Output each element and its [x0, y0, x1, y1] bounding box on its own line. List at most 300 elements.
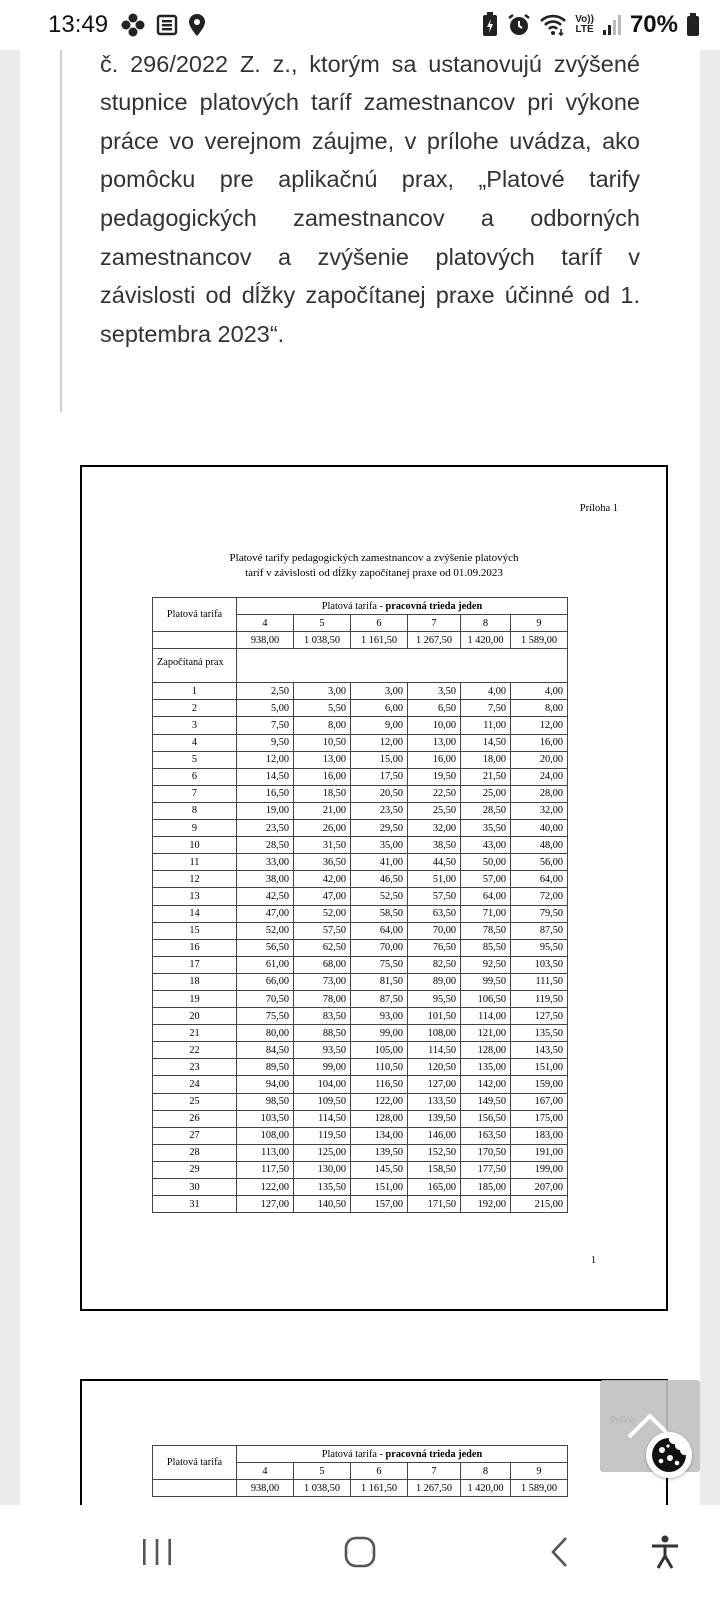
increase-cell: 15,00 [351, 751, 408, 768]
increase-cell: 70,50 [237, 990, 294, 1007]
news-icon [156, 14, 178, 36]
increase-cell: 127,50 [511, 1008, 568, 1025]
increase-cell: 127,00 [408, 1076, 461, 1093]
practice-years-cell: 27 [153, 1127, 237, 1144]
increase-cell: 14,50 [461, 734, 511, 751]
base-tariff-cell: 1 589,00 [511, 632, 568, 649]
grade-header: 6 [351, 1463, 408, 1480]
increase-cell: 50,00 [461, 854, 511, 871]
increase-cell: 95,50 [511, 939, 568, 956]
home-button[interactable] [335, 1527, 385, 1577]
increase-cell: 108,00 [408, 1025, 461, 1042]
increase-cell: 82,50 [408, 956, 461, 973]
increase-cell: 36,50 [294, 854, 351, 871]
increase-cell: 114,50 [294, 1110, 351, 1127]
signal-icon [602, 14, 622, 36]
increase-cell: 13,00 [294, 751, 351, 768]
practice-years-cell: 9 [153, 820, 237, 837]
increase-cell: 56,50 [237, 939, 294, 956]
increase-cell: 3,00 [351, 683, 408, 700]
increase-cell: 111,50 [511, 973, 568, 990]
increase-cell: 31,50 [294, 837, 351, 854]
increase-cell: 47,00 [294, 888, 351, 905]
increase-cell: 12,00 [511, 717, 568, 734]
increase-cell: 12,00 [237, 751, 294, 768]
increase-cell: 207,00 [511, 1179, 568, 1196]
increase-cell: 151,00 [511, 1059, 568, 1076]
increase-cell: 35,00 [351, 837, 408, 854]
increase-cell: 183,00 [511, 1127, 568, 1144]
practice-years-cell: 10 [153, 837, 237, 854]
increase-cell: 117,50 [237, 1161, 294, 1178]
increase-cell: 18,50 [294, 785, 351, 802]
grade-header: 4 [237, 1463, 294, 1480]
increase-cell: 87,50 [351, 990, 408, 1007]
increase-cell: 64,00 [461, 888, 511, 905]
increase-cell: 41,00 [351, 854, 408, 871]
increase-cell: 6,00 [351, 700, 408, 717]
increase-cell: 99,50 [461, 973, 511, 990]
quote-text: č. 296/2022 Z. z., ktorým sa ustanovujú zvýšené stupnice platových taríf zamestnancov pri výkone práce vo verejnom záujme, v prílohe uvádza, ako pomôcku pre aplikačnú prax, „Platové tarify pedagogických zamestnancov a odborných zamestnancov a zvýšenie platových taríf v závislosti od dĺžky započítanej praxe účinné od 1. septembra 2023“. [100, 50, 640, 347]
increase-cell: 134,00 [351, 1127, 408, 1144]
article-page [20, 0, 700, 1510]
increase-cell: 139,50 [408, 1110, 461, 1127]
table-row [153, 1008, 568, 1025]
blockquote [60, 30, 640, 412]
table-row [153, 717, 568, 734]
increase-cell: 5,50 [294, 700, 351, 717]
increase-cell: 92,50 [461, 956, 511, 973]
battery-saver-icon [481, 12, 499, 38]
increase-cell: 122,00 [351, 1093, 408, 1110]
table-row [153, 939, 568, 956]
grade-header: 9 [511, 615, 568, 632]
accessibility-button[interactable] [640, 1527, 690, 1577]
practice-years-cell: 4 [153, 734, 237, 751]
practice-years-cell: 18 [153, 973, 237, 990]
table-row [153, 854, 568, 871]
increase-cell: 89,50 [237, 1059, 294, 1076]
increase-cell: 23,50 [237, 820, 294, 837]
increase-cell: 24,00 [511, 768, 568, 785]
increase-cell: 114,00 [461, 1008, 511, 1025]
table-row [153, 1179, 568, 1196]
practice-years-cell: 2 [153, 700, 237, 717]
increase-cell: 128,00 [461, 1042, 511, 1059]
practice-years-cell: 31 [153, 1196, 237, 1213]
increase-cell: 135,50 [294, 1179, 351, 1196]
increase-cell: 8,00 [511, 700, 568, 717]
increase-cell: 4,00 [511, 683, 568, 700]
practice-label: Započítaná prax [153, 649, 237, 683]
increase-cell: 122,00 [237, 1179, 294, 1196]
base-tariff-cell: 1 589,00 [511, 1480, 568, 1497]
increase-cell: 185,00 [461, 1179, 511, 1196]
increase-cell: 146,00 [408, 1127, 461, 1144]
increase-cell: 84,50 [237, 1042, 294, 1059]
increase-cell: 81,50 [351, 973, 408, 990]
base-tariff-cell: 1 267,50 [408, 632, 461, 649]
increase-cell: 52,50 [351, 888, 408, 905]
increase-cell: 40,00 [511, 820, 568, 837]
increase-cell: 171,50 [408, 1196, 461, 1213]
base-tariff-cell: 1 161,50 [351, 632, 408, 649]
table-row [153, 1076, 568, 1093]
increase-cell: 142,00 [461, 1076, 511, 1093]
increase-cell: 46,50 [351, 871, 408, 888]
increase-cell: 158,50 [408, 1161, 461, 1178]
blank-cell [237, 649, 568, 683]
increase-cell: 127,00 [237, 1196, 294, 1213]
increase-cell: 143,50 [511, 1042, 568, 1059]
increase-cell: 19,50 [408, 768, 461, 785]
increase-cell: 177,50 [461, 1161, 511, 1178]
increase-cell: 99,00 [294, 1059, 351, 1076]
increase-cell: 61,00 [237, 956, 294, 973]
base-tariff-cell: 938,00 [237, 1480, 294, 1497]
increase-cell: 22,50 [408, 785, 461, 802]
increase-cell: 42,50 [237, 888, 294, 905]
table-row [153, 802, 568, 819]
grade-header: 5 [294, 1463, 351, 1480]
practice-years-cell: 13 [153, 888, 237, 905]
increase-cell: 28,50 [461, 802, 511, 819]
increase-cell: 16,00 [511, 734, 568, 751]
grade-header: 8 [461, 1463, 511, 1480]
increase-cell: 64,00 [511, 871, 568, 888]
grade-header: 7 [408, 1463, 461, 1480]
increase-cell: 163,50 [461, 1127, 511, 1144]
pdf-title-line-2: taríf v závislosti od dĺžky započítanej praxe od 01.09.2023 [245, 567, 503, 579]
practice-years-cell: 21 [153, 1025, 237, 1042]
increase-cell: 105,00 [351, 1042, 408, 1059]
increase-cell: 47,00 [237, 905, 294, 922]
increase-cell: 12,00 [351, 734, 408, 751]
annex-label: Príloha 1 [579, 503, 618, 514]
practice-years-cell: 25 [153, 1093, 237, 1110]
increase-cell: 156,50 [461, 1110, 511, 1127]
increase-cell: 48,00 [511, 837, 568, 854]
increase-cell: 93,50 [294, 1042, 351, 1059]
increase-cell: 57,50 [408, 888, 461, 905]
increase-cell: 98,50 [237, 1093, 294, 1110]
increase-cell: 167,00 [511, 1093, 568, 1110]
increase-cell: 152,50 [408, 1144, 461, 1161]
table-row [153, 1144, 568, 1161]
tariff-table [152, 597, 568, 1213]
table-row [153, 956, 568, 973]
increase-cell: 25,50 [408, 802, 461, 819]
pdf-title-line-1: Platové tarify pedagogických zamestnancov a zvýšenie platových [229, 552, 519, 564]
battery-percent: 70% [629, 11, 678, 38]
increase-cell: 103,50 [237, 1110, 294, 1127]
table-row [153, 700, 568, 717]
increase-cell: 128,00 [351, 1110, 408, 1127]
increase-cell: 192,00 [461, 1196, 511, 1213]
recents-button[interactable] [132, 1527, 182, 1577]
recents-icon [140, 1537, 174, 1567]
increase-cell: 44,50 [408, 854, 461, 871]
increase-cell: 89,00 [408, 973, 461, 990]
increase-cell: 10,50 [294, 734, 351, 751]
back-icon [548, 1535, 572, 1569]
increase-cell: 16,00 [408, 751, 461, 768]
table-row [153, 1042, 568, 1059]
increase-cell: 110,50 [351, 1059, 408, 1076]
increase-cell: 66,00 [237, 973, 294, 990]
table-row [153, 751, 568, 768]
increase-cell: 16,50 [237, 785, 294, 802]
increase-cell: 114,50 [408, 1042, 461, 1059]
increase-cell: 38,50 [408, 837, 461, 854]
clock: 13:49 [48, 11, 109, 38]
practice-years-cell: 24 [153, 1076, 237, 1093]
volte-icon: Vo)) LTE [575, 14, 594, 35]
page-number: 1 [591, 1255, 596, 1266]
increase-cell: 119,50 [294, 1127, 351, 1144]
increase-cell: 14,50 [237, 768, 294, 785]
increase-cell: 3,00 [294, 683, 351, 700]
increase-cell: 75,50 [351, 956, 408, 973]
increase-cell: 130,00 [294, 1161, 351, 1178]
increase-cell: 56,00 [511, 854, 568, 871]
increase-cell: 17,50 [351, 768, 408, 785]
increase-cell: 63,50 [408, 905, 461, 922]
increase-cell: 199,00 [511, 1161, 568, 1178]
increase-cell: 23,50 [351, 802, 408, 819]
increase-cell: 157,00 [351, 1196, 408, 1213]
base-tariff-cell: 1 161,50 [351, 1480, 408, 1497]
increase-cell: 33,00 [237, 854, 294, 871]
increase-cell: 78,50 [461, 922, 511, 939]
flower-icon [120, 12, 146, 38]
increase-cell: 28,50 [237, 837, 294, 854]
practice-years-cell: 17 [153, 956, 237, 973]
increase-cell: 21,00 [294, 802, 351, 819]
increase-cell: 109,50 [294, 1093, 351, 1110]
home-icon [343, 1535, 377, 1569]
increase-cell: 29,50 [351, 820, 408, 837]
increase-cell: 42,00 [294, 871, 351, 888]
practice-years-cell: 7 [153, 785, 237, 802]
increase-cell: 6,50 [408, 700, 461, 717]
increase-cell: 175,00 [511, 1110, 568, 1127]
increase-cell: 3,50 [408, 683, 461, 700]
increase-cell: 149,50 [461, 1093, 511, 1110]
base-tariff-cell: 1 038,50 [294, 632, 351, 649]
practice-years-cell: 26 [153, 1110, 237, 1127]
table-row [153, 905, 568, 922]
increase-cell: 103,50 [511, 956, 568, 973]
increase-cell: 71,00 [461, 905, 511, 922]
increase-cell: 16,00 [294, 768, 351, 785]
cookie-icon [650, 1436, 688, 1474]
practice-years-cell: 14 [153, 905, 237, 922]
practice-years-cell: 20 [153, 1008, 237, 1025]
table-row [153, 768, 568, 785]
increase-cell: 8,00 [294, 717, 351, 734]
practice-years-cell: 6 [153, 768, 237, 785]
increase-cell: 28,00 [511, 785, 568, 802]
increase-cell: 20,00 [511, 751, 568, 768]
increase-cell: 58,50 [351, 905, 408, 922]
increase-cell: 20,50 [351, 785, 408, 802]
table-row [153, 888, 568, 905]
increase-cell: 70,00 [351, 939, 408, 956]
increase-cell: 62,50 [294, 939, 351, 956]
increase-cell: 151,00 [351, 1179, 408, 1196]
increase-cell: 32,00 [408, 820, 461, 837]
increase-cell: 51,00 [408, 871, 461, 888]
practice-years-cell: 16 [153, 939, 237, 956]
blank-cell [153, 1480, 237, 1497]
increase-cell: 87,50 [511, 922, 568, 939]
increase-cell: 35,50 [461, 820, 511, 837]
increase-cell: 120,50 [408, 1059, 461, 1076]
table-row [153, 922, 568, 939]
practice-years-cell: 29 [153, 1161, 237, 1178]
base-tariff-cell: 1 420,00 [461, 632, 511, 649]
increase-cell: 68,00 [294, 956, 351, 973]
increase-cell: 165,00 [408, 1179, 461, 1196]
increase-cell: 19,00 [237, 802, 294, 819]
increase-cell: 125,00 [294, 1144, 351, 1161]
increase-cell: 133,50 [408, 1093, 461, 1110]
alarm-icon [507, 13, 531, 37]
table-row [153, 683, 568, 700]
increase-cell: 116,50 [351, 1076, 408, 1093]
increase-cell: 83,50 [294, 1008, 351, 1025]
increase-cell: 78,00 [294, 990, 351, 1007]
increase-cell: 93,00 [351, 1008, 408, 1025]
increase-cell: 135,00 [461, 1059, 511, 1076]
grade-header: 7 [408, 615, 461, 632]
increase-cell: 80,00 [237, 1025, 294, 1042]
increase-cell: 52,00 [237, 922, 294, 939]
increase-cell: 10,00 [408, 717, 461, 734]
practice-years-cell: 12 [153, 871, 237, 888]
increase-cell: 85,50 [461, 939, 511, 956]
practice-years-cell: 11 [153, 854, 237, 871]
table-row [153, 990, 568, 1007]
practice-years-cell: 28 [153, 1144, 237, 1161]
increase-cell: 215,00 [511, 1196, 568, 1213]
practice-years-cell: 23 [153, 1059, 237, 1076]
increase-cell: 43,00 [461, 837, 511, 854]
increase-cell: 32,00 [511, 802, 568, 819]
increase-cell: 159,00 [511, 1076, 568, 1093]
practice-years-cell: 19 [153, 990, 237, 1007]
group-header: Platová tarifa - pracovná trieda jeden [237, 1446, 568, 1463]
practice-years-cell: 8 [153, 802, 237, 819]
row-header-label: Platová tarifa [153, 1446, 237, 1480]
increase-cell: 57,50 [294, 922, 351, 939]
table-row [153, 820, 568, 837]
table-row [153, 1127, 568, 1144]
table-row [153, 871, 568, 888]
increase-cell: 9,50 [237, 734, 294, 751]
table-row [153, 785, 568, 802]
increase-cell: 191,00 [511, 1144, 568, 1161]
increase-cell: 11,00 [461, 717, 511, 734]
increase-cell: 57,00 [461, 871, 511, 888]
table-row [153, 1059, 568, 1076]
practice-years-cell: 15 [153, 922, 237, 939]
pdf-title [82, 551, 666, 581]
blank-cell [153, 632, 237, 649]
practice-years-cell: 3 [153, 717, 237, 734]
tariff-table [152, 1445, 568, 1497]
base-tariff-cell: 938,00 [237, 632, 294, 649]
increase-cell: 135,50 [511, 1025, 568, 1042]
location-icon [188, 13, 206, 37]
increase-cell: 76,50 [408, 939, 461, 956]
increase-cell: 145,50 [351, 1161, 408, 1178]
increase-cell: 73,00 [294, 973, 351, 990]
increase-cell: 70,00 [408, 922, 461, 939]
base-tariff-cell: 1 420,00 [461, 1480, 511, 1497]
increase-cell: 104,00 [294, 1076, 351, 1093]
back-button[interactable] [535, 1527, 585, 1577]
increase-cell: 2,50 [237, 683, 294, 700]
status-bar [0, 0, 720, 50]
increase-cell: 25,00 [461, 785, 511, 802]
table-row [153, 1093, 568, 1110]
grade-header: 9 [511, 1463, 568, 1480]
table-row [153, 1196, 568, 1213]
increase-cell: 5,00 [237, 700, 294, 717]
row-header-label: Platová tarifa [153, 598, 237, 632]
pdf-page-1 [80, 465, 668, 1311]
increase-cell: 108,00 [237, 1127, 294, 1144]
grade-header: 8 [461, 615, 511, 632]
increase-cell: 99,00 [351, 1025, 408, 1042]
increase-cell: 9,00 [351, 717, 408, 734]
increase-cell: 113,00 [237, 1144, 294, 1161]
increase-cell: 139,50 [351, 1144, 408, 1161]
table-row [153, 1025, 568, 1042]
increase-cell: 64,00 [351, 922, 408, 939]
increase-cell: 26,00 [294, 820, 351, 837]
practice-years-cell: 30 [153, 1179, 237, 1196]
increase-cell: 119,50 [511, 990, 568, 1007]
increase-cell: 72,00 [511, 888, 568, 905]
practice-years-cell: 1 [153, 683, 237, 700]
increase-cell: 7,50 [237, 717, 294, 734]
base-tariff-cell: 1 267,50 [408, 1480, 461, 1497]
increase-cell: 75,50 [237, 1008, 294, 1025]
increase-cell: 52,00 [294, 905, 351, 922]
table-row [153, 1161, 568, 1178]
increase-cell: 170,50 [461, 1144, 511, 1161]
accessibility-icon [648, 1534, 682, 1570]
increase-cell: 95,50 [408, 990, 461, 1007]
increase-cell: 121,00 [461, 1025, 511, 1042]
increase-cell: 21,50 [461, 768, 511, 785]
wifi-icon [539, 13, 567, 37]
grade-header: 5 [294, 615, 351, 632]
cookie-settings-button[interactable] [646, 1432, 692, 1478]
increase-cell: 88,50 [294, 1025, 351, 1042]
grade-header: 6 [351, 615, 408, 632]
increase-cell: 106,50 [461, 990, 511, 1007]
increase-cell: 4,00 [461, 683, 511, 700]
table-row [153, 973, 568, 990]
base-tariff-cell: 1 038,50 [294, 1480, 351, 1497]
increase-cell: 79,50 [511, 905, 568, 922]
table-row [153, 837, 568, 854]
increase-cell: 140,50 [294, 1196, 351, 1213]
